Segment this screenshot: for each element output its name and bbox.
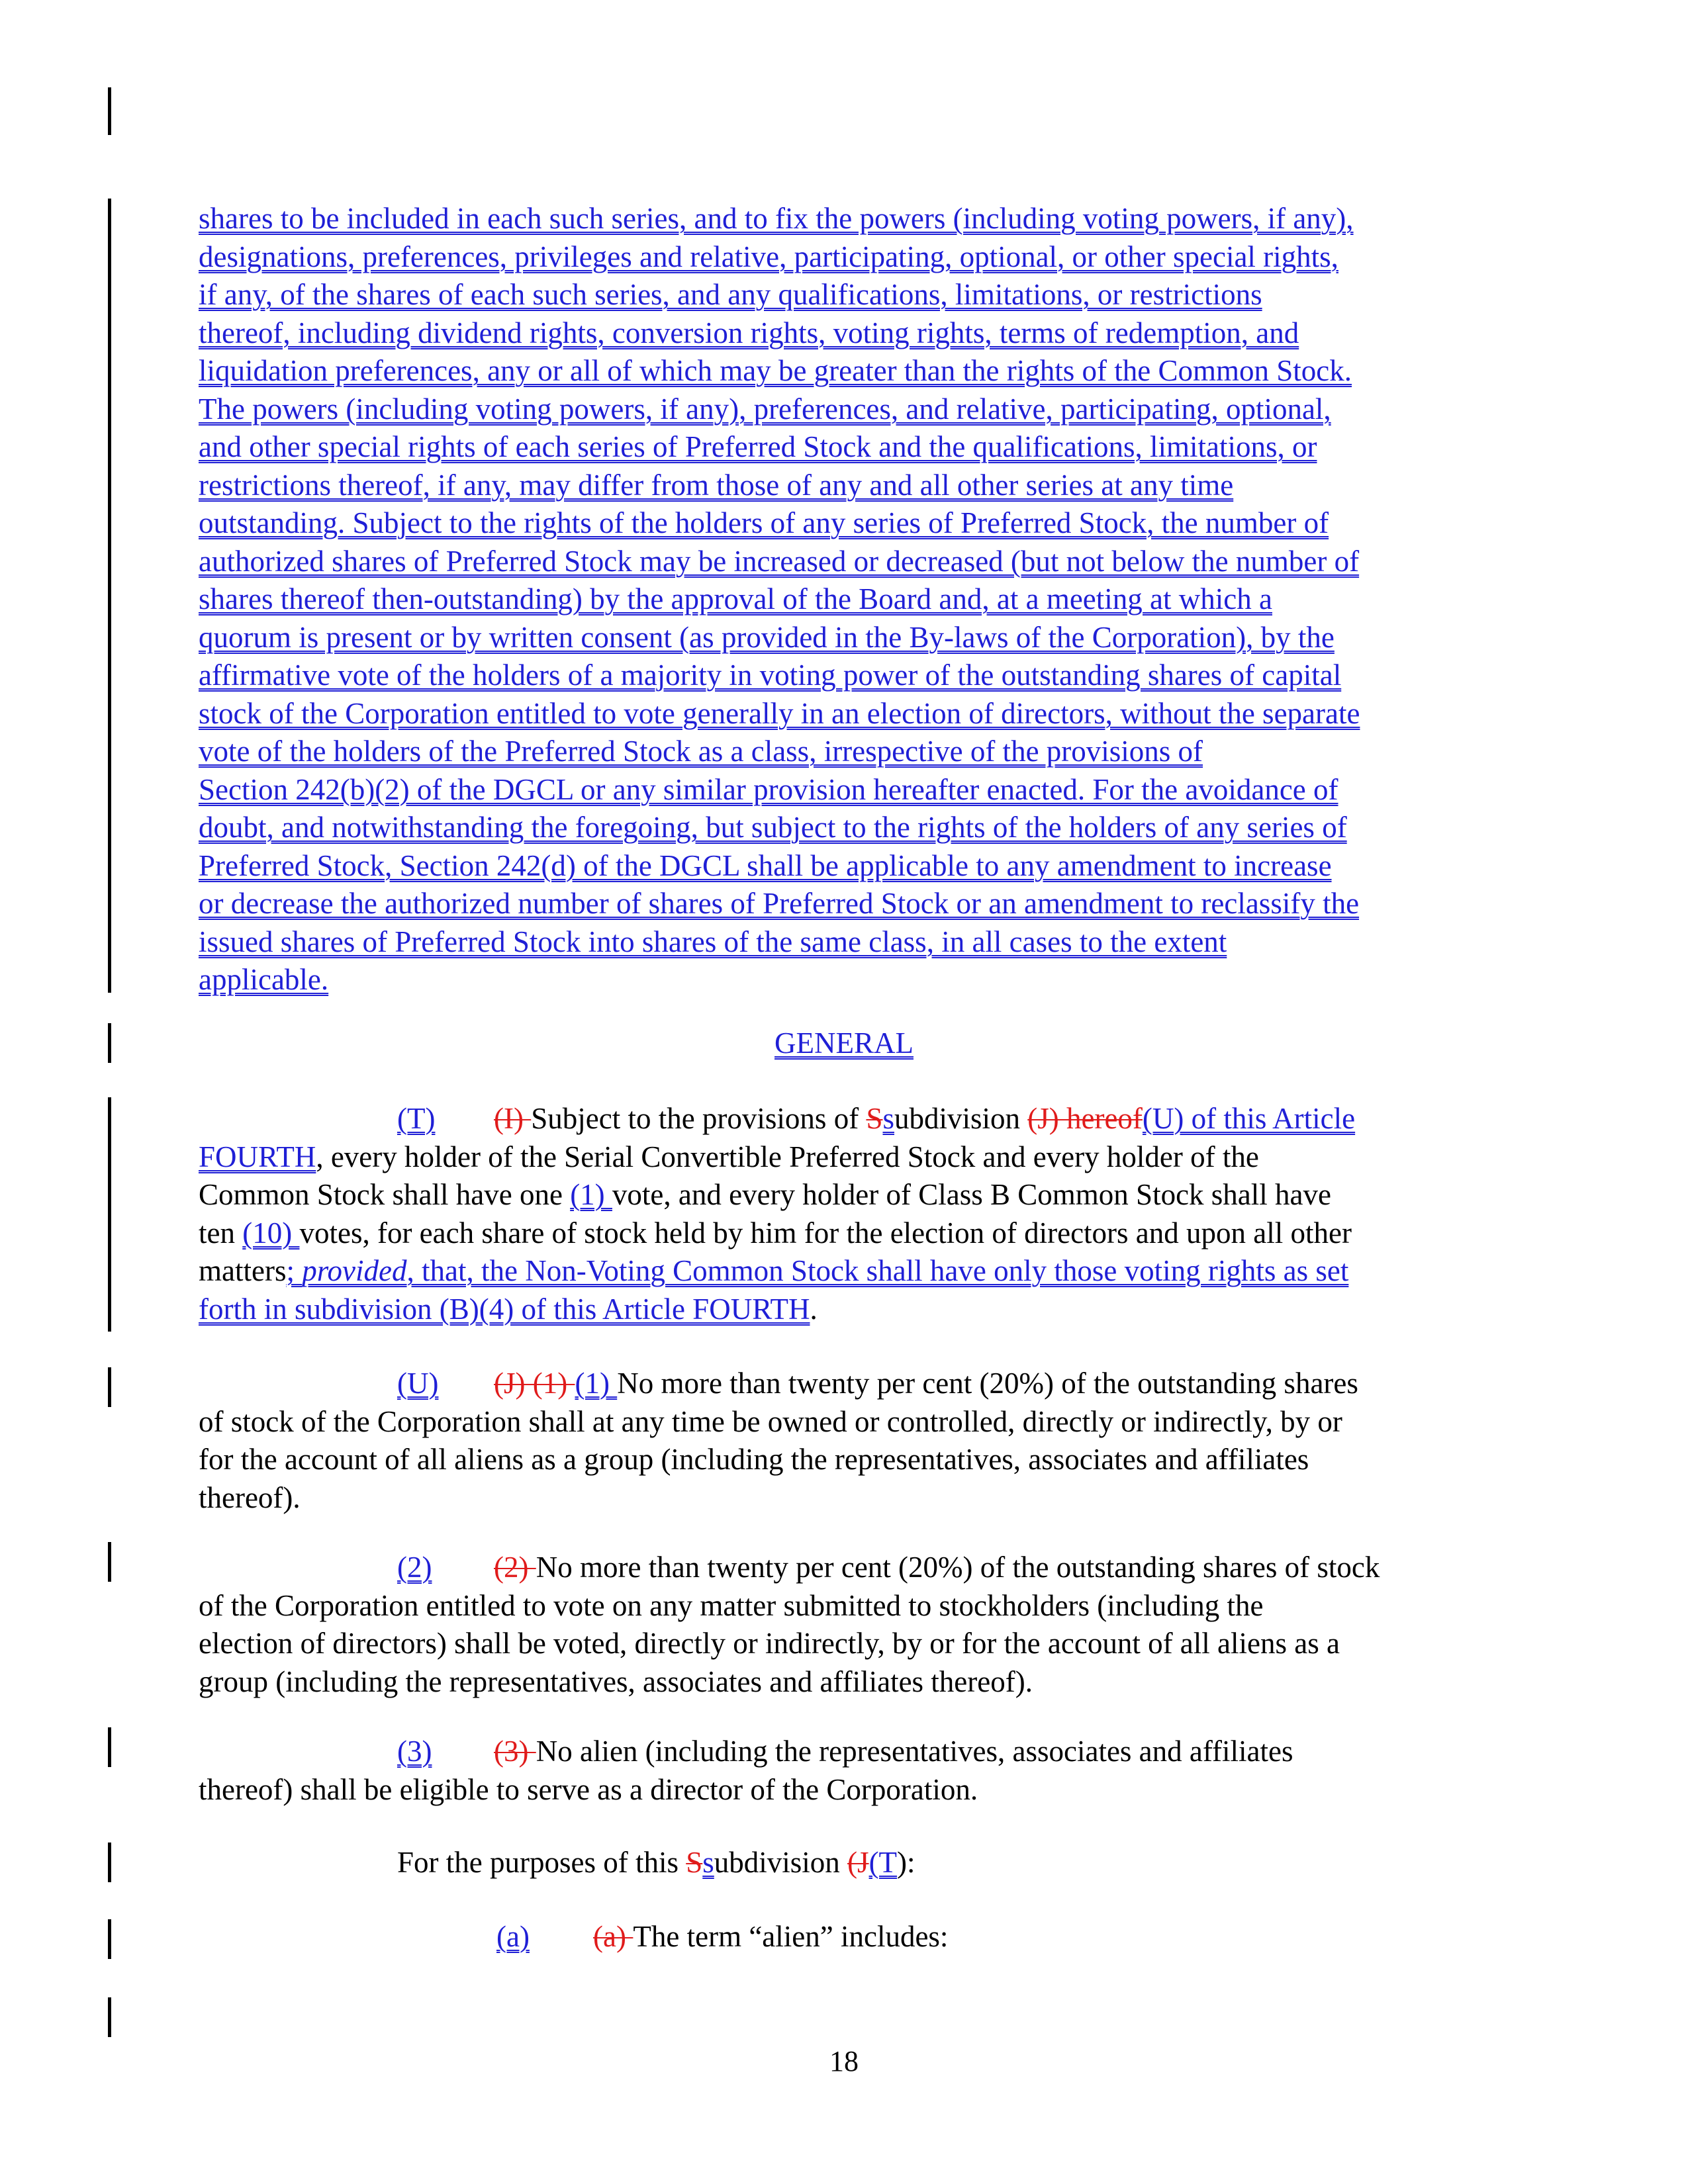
text-line (199, 1100, 1355, 1138)
text-line: vote of the holders of the Preferred Stock as a class, irrespective of the provisions of (199, 735, 1203, 768)
change-bar (108, 1919, 111, 1959)
text-line: of the Corporation entitled to vote on any matter submitted to stockholders (including the (199, 1588, 1264, 1622)
text-run: For the purposes of this (397, 1846, 686, 1879)
text-line: thereof). (199, 1480, 301, 1514)
text-run: ubdivision (714, 1846, 848, 1879)
deleted-text: S (866, 1102, 883, 1135)
inserted-text: ; (286, 1254, 303, 1287)
page-number (0, 2045, 1688, 2078)
paragraph-2 (199, 1549, 1380, 1701)
text-run: Common Stock shall have one (199, 1178, 571, 1211)
inserted-text: (10) (242, 1216, 300, 1250)
change-bar (108, 1097, 111, 1332)
change-bar (108, 1843, 111, 1882)
text-line: The powers (including voting powers, if any), preferences, and relative, participating, optional, (199, 392, 1331, 426)
text-line: affirmative vote of the holders of a majority in voting power of the outstanding shares of capital (199, 659, 1342, 692)
text-line: thereof, including dividend rights, conversion rights, voting rights, terms of redemption, and (199, 316, 1299, 349)
text-run: ubdivision (894, 1102, 1028, 1135)
text-run: No more than twenty per cent (20%) of the outstanding shares (617, 1367, 1358, 1400)
text-line: outstanding. Subject to the rights of the holders of any series of Preferred Stock, the number of (199, 506, 1329, 539)
text-line: restrictions thereof, if any, may differ from those of any and all other series at any time (199, 468, 1234, 502)
text-line: shares to be included in each such series, and to fix the powers (including voting powers, if any), (199, 202, 1354, 235)
text-line: liquidation preferences, any or all of which may be greater than the rights of the Common Stock. (199, 354, 1352, 387)
text-run: . (810, 1292, 818, 1326)
inserted-text: s (702, 1846, 714, 1879)
preferred-stock-insertion-block (199, 200, 1360, 999)
paragraph-label-inserted: (2) (397, 1551, 432, 1584)
paragraph-label-inserted: (a) (496, 1920, 530, 1953)
text-line (199, 1252, 1355, 1291)
text-line (199, 1176, 1355, 1214)
change-bar (108, 1542, 111, 1582)
text-line: doubt, and notwithstanding the foregoing, but subject to the rights of the holders of any series of (199, 811, 1347, 844)
text-line (199, 1365, 1358, 1403)
inserted-text-italic: provided (302, 1254, 407, 1287)
text-run: The term “alien” includes: (633, 1920, 949, 1953)
text-line: shares thereof then-outstanding) by the approval of the Board and, at a meeting at which a (199, 582, 1272, 615)
paragraph-t (199, 1100, 1355, 1328)
text-line (199, 1138, 1355, 1177)
text-line: thereof) shall be eligible to serve as a director of the Corporation. (199, 1772, 978, 1806)
deleted-text: (J (847, 1846, 869, 1879)
heading-text: GENERAL (774, 1026, 914, 1060)
change-bar (108, 1367, 111, 1407)
paragraph-3 (199, 1733, 1293, 1809)
paragraph-u (199, 1365, 1358, 1517)
section-heading (0, 1024, 1688, 1062)
inserted-text: (1) (570, 1178, 612, 1211)
text-line: of stock of the Corporation shall at any time be owned or controlled, directly or indirectly, by or (199, 1404, 1342, 1438)
change-bar (108, 1727, 111, 1767)
inserted-text: , that, the Non-Voting Common Stock shall have only those voting rights as set (406, 1254, 1349, 1287)
text-line: for the account of all aliens as a group (including the representatives, associates and affiliates (199, 1443, 1309, 1476)
page-number-text: 18 (829, 2045, 859, 2077)
inserted-text: s (882, 1102, 894, 1135)
text-line: or decrease the authorized number of shares of Preferred Stock or an amendment to reclassify the (199, 887, 1360, 920)
text-line: designations, preferences, privileges and relative, participating, optional, or other special rights, (199, 240, 1338, 273)
paragraph-label-inserted: (3) (397, 1735, 432, 1768)
text-run: ten (199, 1216, 243, 1250)
inserted-text: FOURTH (199, 1140, 316, 1173)
text-run: votes, for each share of stock held by him for the election of directors and upon all other (299, 1216, 1352, 1250)
text-line: and other special rights of each series of Preferred Stock and the qualifications, limitations, or (199, 430, 1317, 463)
text-line (199, 1733, 1293, 1771)
text-run: ): (897, 1846, 915, 1879)
text-line: Section 242(b)(2) of the DGCL or any similar provision hereafter enacted. For the avoidance of (199, 772, 1338, 806)
paragraph-label-inserted: (U) (397, 1367, 439, 1400)
text-line: Preferred Stock, Section 242(d) of the DGCL shall be applicable to any amendment to increase (199, 848, 1332, 882)
text-line: election of directors) shall be voted, directly or indirectly, by or for the account of all aliens as a (199, 1627, 1340, 1660)
text-run: , every holder of the Serial Convertible Preferred Stock and every holder of the (316, 1140, 1259, 1173)
change-bar (108, 87, 111, 135)
inserted-text: (U) of this Article (1142, 1102, 1356, 1135)
text-run: vote, and every holder of Class B Common Stock shall have (612, 1178, 1331, 1211)
inserted-text: (1) (575, 1367, 618, 1400)
paragraph-label-deleted: (I) (494, 1102, 532, 1135)
text-line: group (including the representatives, associates and affiliates thereof). (199, 1664, 1033, 1698)
paragraph-label-inserted: (T) (397, 1102, 436, 1135)
text-run: No more than twenty per cent (20%) of the outstanding shares of stock (536, 1551, 1380, 1584)
text-run: Subject to the provisions of (531, 1102, 867, 1135)
deleted-text: S (686, 1846, 703, 1879)
text-line: issued shares of Preferred Stock into shares of the same class, in all cases to the extent (199, 925, 1227, 958)
text-run: matters (199, 1254, 287, 1287)
paragraph-a (496, 1918, 948, 1956)
text-line: applicable. (199, 963, 329, 996)
text-run: No alien (including the representatives, associates and affiliates (536, 1735, 1293, 1768)
paragraph-label-deleted: (3) (494, 1735, 536, 1768)
paragraph-label-deleted: (a) (593, 1920, 633, 1953)
text-line (199, 1214, 1355, 1253)
text-line: authorized shares of Preferred Stock may be increased or decreased (but not below the number of (199, 544, 1360, 578)
inserted-text: forth in subdivision (B)(4) of this Article FOURTH (199, 1292, 810, 1326)
deleted-text: (J) hereof (1027, 1102, 1143, 1135)
change-bar (108, 199, 111, 993)
paragraph-label-deleted: (J) (1) (494, 1367, 575, 1400)
text-line: quorum is present or by written consent (as provided in the By-laws of the Corporation), by the (199, 620, 1335, 654)
purposes-line (397, 1844, 915, 1882)
inserted-text: (T (868, 1846, 898, 1879)
text-line (199, 1549, 1380, 1587)
change-bar (108, 1997, 111, 2037)
paragraph-label-deleted: (2) (494, 1551, 536, 1584)
text-line (199, 1291, 1355, 1329)
text-line: if any, of the shares of each such series, and any qualifications, limitations, or restrictions (199, 278, 1262, 311)
text-line: stock of the Corporation entitled to vote generally in an election of directors, without the separate (199, 696, 1360, 730)
